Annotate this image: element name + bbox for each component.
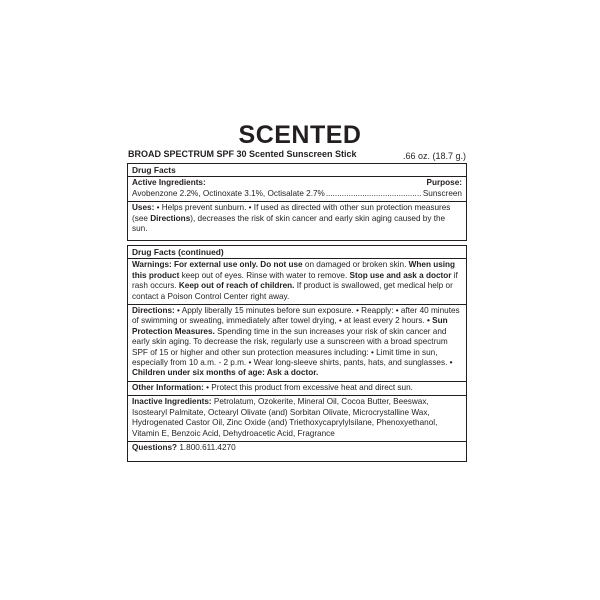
drug-facts-header: Drug Facts: [128, 164, 466, 177]
questions-section: [128, 442, 466, 455]
directions-text-1: • Apply liberally 15 minutes before sun exposure. • Reapply: • after 40 minutes of swimming or sweating, immediately after towel drying, • at least every 2 hours.: [132, 306, 460, 326]
drug-facts-continued-header: Drug Facts (continued): [128, 246, 466, 259]
warnings-stop-use: Stop use and ask a doctor: [347, 270, 452, 280]
warnings-text-4: If product is swallowed, get medical help or contact a Poison Control Center right away.: [132, 281, 453, 301]
questions-phone: 1.800.611.4270: [177, 442, 236, 452]
active-ingredients-section: [128, 177, 466, 202]
uses-text-1: • Helps prevent sunburn. • If used as directed with other sun protection measures (see: [132, 203, 451, 223]
uses-label: Uses:: [132, 203, 155, 213]
warnings-keep-out: Keep out of reach of children.: [176, 281, 295, 291]
warnings-do-not-use: Do not use: [258, 260, 303, 270]
uses-section: [128, 202, 466, 236]
questions-label: Questions?: [132, 442, 178, 452]
product-subtitle: BROAD SPECTRUM SPF 30 Scented Sunscreen Stick: [128, 149, 357, 159]
leader-dots: [326, 189, 422, 199]
warnings-text-3: if rash occurs.: [132, 270, 458, 291]
active-ingredients-list: Avobenzone 2.2%, Octinoxate 3.1%, Octisalate 2.7%: [132, 188, 325, 198]
purpose-value: Sunscreen: [422, 188, 462, 198]
uses-text-2: ), decreases the risk of skin cancer and early skin aging caused by the sun.: [132, 213, 446, 234]
other-information-text: • Protect this product from excessive heat and direct sun.: [203, 382, 413, 392]
active-ingredients-label: Active Ingredients:: [132, 178, 206, 188]
other-information-section: [128, 382, 466, 396]
sun-protection-label: • Sun Protection Measures.: [132, 316, 448, 336]
net-weight: .66 oz. (18.7 g.): [402, 151, 466, 161]
children-warning: • Children under six months of age: Ask a doctor.: [132, 358, 453, 378]
warnings-section: [128, 259, 466, 305]
warnings-label: Warnings: For external use only.: [132, 260, 259, 270]
product-title: SCENTED: [238, 121, 362, 149]
warnings-text-2: keep out of eyes. Rinse with water to remove.: [179, 270, 348, 280]
drug-facts-box: [127, 163, 467, 241]
purpose-label: Purpose:: [426, 178, 462, 188]
inactive-ingredients-text: Petrolatum, Ozokerite, Mineral Oil, Cocoa Butter, Beeswax, Isostearyl Palmitate, Octearyl Olivate (and) Sorbitan Olivate, Microcrystalline Wax, Hydrogenated Castor Oil, Zinc Oxide (and) Triethoxycaprylylsilane, Phenoxyethanol, Vitamin E, Benzoic Acid, Dehydroacetic Acid, Fragrance: [132, 397, 438, 438]
other-information-label: Other Information:: [132, 382, 204, 392]
directions-section: [128, 305, 466, 382]
warnings-text-1: on damaged or broken skin.: [302, 260, 407, 270]
warnings-when-using: When using this product: [132, 260, 456, 280]
inactive-ingredients-section: [128, 396, 466, 442]
uses-directions-ref: Directions: [150, 213, 191, 223]
inactive-ingredients-label: Inactive Ingredients:: [132, 397, 212, 407]
directions-text-2: Spending time in the sun increases your risk of skin cancer and early skin aging. To decrease the risk, regularly use a sunscreen with a broad spectrum SPF of 15 or higher and other sun protection measures including: • Limit time in sun, especially from 10 a.m. - 2 p.m. • Wear long-sleeve shirts, pants, hats, and sunglasses.: [132, 326, 448, 368]
directions-label: Directions:: [132, 306, 175, 316]
drug-facts-continued-box: [127, 245, 467, 462]
